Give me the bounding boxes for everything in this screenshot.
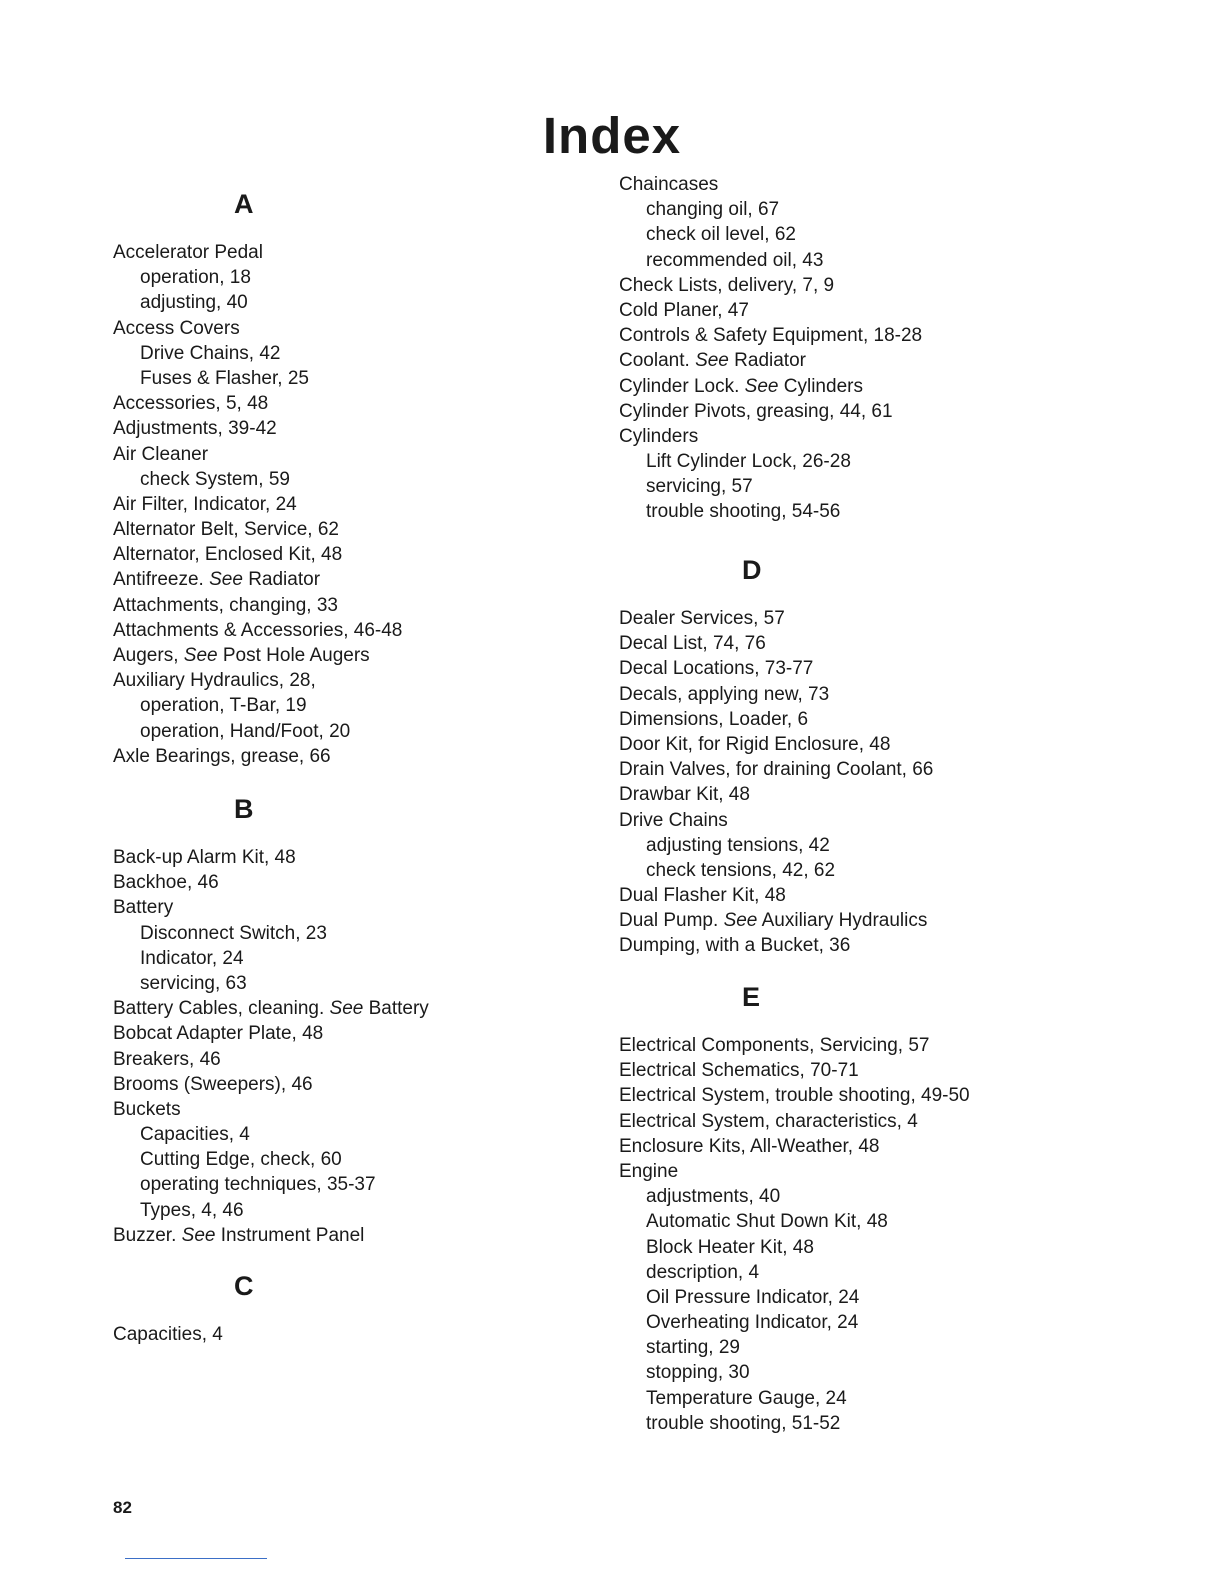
entry-text: Door Kit, for Rigid Enclosure, 48 bbox=[619, 733, 891, 755]
index-section-continued bbox=[619, 172, 1179, 525]
footer-rule bbox=[125, 1558, 267, 1559]
see-reference-target: Instrument Panel bbox=[220, 1224, 365, 1246]
index-entry-cylinders bbox=[619, 424, 1179, 449]
index-entry-decal-list-74-76 bbox=[619, 631, 1179, 656]
entry-text: operating techniques, 35-37 bbox=[140, 1174, 376, 1196]
entry-text: Overheating Indicator, 24 bbox=[646, 1312, 859, 1334]
see-reference-label: See bbox=[183, 645, 218, 666]
index-entry-decal-locations-73-77 bbox=[619, 656, 1179, 681]
entry-text: Brooms (Sweepers), 46 bbox=[113, 1073, 313, 1095]
entry-text: Block Heater Kit, 48 bbox=[646, 1236, 814, 1258]
index-section-d bbox=[619, 556, 1179, 959]
entry-text: adjustments, 40 bbox=[646, 1186, 781, 1208]
entry-text: Attachments & Accessories, 46-48 bbox=[113, 619, 403, 641]
index-subentry-block-heater-kit-48 bbox=[619, 1235, 1179, 1260]
entry-text: description, 4 bbox=[646, 1261, 760, 1283]
index-entry-controls-safety-equipment-18-28 bbox=[619, 323, 1179, 348]
index-entry-dual-pump bbox=[619, 908, 1179, 933]
index-subentry-servicing-57 bbox=[619, 474, 1179, 499]
entry-text: Temperature Gauge, 24 bbox=[646, 1387, 847, 1409]
entry-text: Cutting Edge, check, 60 bbox=[140, 1149, 342, 1171]
section-letter: D bbox=[742, 555, 762, 585]
entry-text: check System, 59 bbox=[140, 468, 290, 490]
entry-text: Cold Planer, 47 bbox=[619, 299, 749, 321]
index-entry-air-filter-indicator-24 bbox=[113, 492, 583, 517]
entry-text: Electrical System, characteristics, 4 bbox=[619, 1110, 918, 1132]
index-subentry-cutting-edge-check-60 bbox=[113, 1147, 583, 1172]
entry-text: Cylinders bbox=[619, 425, 699, 447]
entry-text: starting, 29 bbox=[646, 1337, 740, 1359]
index-subentry-disconnect-switch-23 bbox=[113, 921, 583, 946]
entry-text: Cylinder Pivots, greasing, 44, 61 bbox=[619, 400, 893, 422]
entry-text: check tensions, 42, 62 bbox=[646, 859, 836, 881]
index-entry-buzzer bbox=[113, 1223, 583, 1248]
index-subentry-description-4 bbox=[619, 1260, 1179, 1285]
index-entry-alternator-enclosed-kit-48 bbox=[113, 542, 583, 567]
index-entry-dumping-with-a-bucket-36 bbox=[619, 933, 1179, 958]
index-subentry-automatic-shut-down-kit-48 bbox=[619, 1209, 1179, 1234]
index-subentry-types-4-46 bbox=[113, 1198, 583, 1223]
index-subentry-trouble-shooting-54-56 bbox=[619, 499, 1179, 524]
index-entry-dual-flasher-kit-48 bbox=[619, 883, 1179, 908]
entry-text: Battery bbox=[113, 897, 174, 919]
see-reference-label: See bbox=[723, 910, 758, 932]
page-number: 82 bbox=[113, 1498, 132, 1517]
index-entry-capacities-4 bbox=[113, 1322, 583, 1347]
index-entry-coolant bbox=[619, 348, 1179, 373]
index-subentry-operating-techniques-35-37 bbox=[113, 1172, 583, 1197]
index-entry-check-lists-delivery-7-9 bbox=[619, 273, 1179, 298]
entry-text: Types, 4, 46 bbox=[140, 1199, 244, 1221]
entry-text: Enclosure Kits, All-Weather, 48 bbox=[619, 1135, 880, 1157]
entry-text: Accessories, 5, 48 bbox=[113, 393, 269, 415]
entry-text: operation, Hand/Foot, 20 bbox=[140, 720, 351, 742]
entry-text: Chaincases bbox=[619, 174, 719, 195]
index-entry-enclosure-kits-all-weather-48 bbox=[619, 1134, 1179, 1159]
index-entry-auxiliary-hydraulics-28 bbox=[113, 668, 583, 693]
entry-text: stopping, 30 bbox=[646, 1362, 750, 1384]
entry-text: operation, T-Bar, 19 bbox=[140, 695, 307, 717]
index-entry-battery-cables-cleaning bbox=[113, 996, 583, 1021]
index-entry-drain-valves-for-draining-coolant-66 bbox=[619, 757, 1179, 782]
entry-text: Attachments, changing, 33 bbox=[113, 594, 338, 616]
index-entry-antifreeze bbox=[113, 567, 583, 592]
entry-text: Dimensions, Loader, 6 bbox=[619, 708, 809, 730]
see-reference-target: Auxiliary Hydraulics bbox=[761, 910, 928, 932]
index-subentry-adjusting-tensions-42 bbox=[619, 833, 1179, 858]
index-subentry-servicing-63 bbox=[113, 971, 583, 996]
index-entry-axle-bearings-grease-66 bbox=[113, 744, 583, 769]
entry-text: Disconnect Switch, 23 bbox=[140, 922, 327, 944]
index-entry-battery bbox=[113, 895, 583, 920]
index-subentry-starting-29 bbox=[619, 1335, 1179, 1360]
index-entry-drawbar-kit-48 bbox=[619, 782, 1179, 807]
entry-text: Lift Cylinder Lock, 26-28 bbox=[646, 451, 851, 473]
index-subentry-check-oil-level-62 bbox=[619, 222, 1179, 247]
see-reference-label: See bbox=[181, 1224, 216, 1246]
entry-text: Controls & Safety Equipment, 18-28 bbox=[619, 325, 923, 347]
entry-text: servicing, 63 bbox=[140, 972, 247, 994]
section-letter: C bbox=[234, 1271, 254, 1301]
index-entry-cold-planer-47 bbox=[619, 298, 1179, 323]
index-entry-chaincases bbox=[619, 172, 1179, 197]
index-entry-electrical-system-trouble-shooting-49-50 bbox=[619, 1083, 1179, 1108]
index-entry-decals-applying-new-73 bbox=[619, 682, 1179, 707]
entry-text: Dual Pump. bbox=[619, 910, 719, 932]
entry-text: Decal Locations, 73-77 bbox=[619, 658, 814, 680]
see-reference-target: Battery bbox=[368, 998, 429, 1020]
see-reference-target: Radiator bbox=[734, 350, 806, 372]
entry-text: Air Filter, Indicator, 24 bbox=[113, 493, 297, 515]
entry-text: Decals, applying new, 73 bbox=[619, 683, 830, 705]
see-reference-label: See bbox=[695, 350, 729, 372]
index-entry-buckets bbox=[113, 1097, 583, 1122]
index-subentry-adjusting-40 bbox=[113, 290, 583, 315]
entry-text: trouble shooting, 51-52 bbox=[646, 1412, 841, 1434]
index-entry-breakers-46 bbox=[113, 1047, 583, 1072]
entry-text: Auxiliary Hydraulics, 28, bbox=[113, 670, 316, 692]
see-reference-target: Post Hole Augers bbox=[222, 645, 370, 666]
entry-text: Augers, bbox=[113, 645, 179, 666]
entry-text: Drain Valves, for draining Coolant, 66 bbox=[619, 759, 934, 781]
index-entry-dealer-services-57 bbox=[619, 606, 1179, 631]
entry-text: Automatic Shut Down Kit, 48 bbox=[646, 1211, 888, 1233]
index-entry-brooms-sweepers-46 bbox=[113, 1072, 583, 1097]
index-entry-back-up-alarm-kit-48 bbox=[113, 845, 583, 870]
index-subentry-check-system-59 bbox=[113, 467, 583, 492]
section-letter: E bbox=[742, 982, 761, 1012]
entry-text: adjusting, 40 bbox=[140, 292, 248, 314]
entry-text: Alternator Belt, Service, 62 bbox=[113, 519, 339, 541]
index-entry-attachments-accessories-46-48 bbox=[113, 618, 583, 643]
section-letter: A bbox=[234, 189, 254, 219]
index-entry-alternator-belt-service-62 bbox=[113, 517, 583, 542]
index-entry-electrical-schematics-70-71 bbox=[619, 1058, 1179, 1083]
index-section-c bbox=[113, 1272, 583, 1347]
index-subentry-drive-chains-42 bbox=[113, 341, 583, 366]
index-subentry-changing-oil-67 bbox=[619, 197, 1179, 222]
entry-text: recommended oil, 43 bbox=[646, 249, 824, 271]
entry-text: adjusting tensions, 42 bbox=[646, 834, 830, 856]
index-entry-bobcat-adapter-plate-48 bbox=[113, 1021, 583, 1046]
index-section-b bbox=[113, 795, 583, 1248]
index-entry-electrical-components-servicing-57 bbox=[619, 1033, 1179, 1058]
index-subentry-recommended-oil-43 bbox=[619, 248, 1179, 273]
entry-text: Oil Pressure Indicator, 24 bbox=[646, 1286, 860, 1308]
entry-text: trouble shooting, 54-56 bbox=[646, 501, 841, 523]
index-entry-cylinder-lock bbox=[619, 374, 1179, 399]
index-subentry-indicator-24 bbox=[113, 946, 583, 971]
index-entry-accelerator-pedal bbox=[113, 240, 583, 265]
index-section-e bbox=[619, 983, 1179, 1436]
entry-text: Alternator, Enclosed Kit, 48 bbox=[113, 544, 343, 566]
see-reference-label: See bbox=[329, 998, 364, 1020]
entry-text: Electrical Schematics, 70-71 bbox=[619, 1060, 859, 1082]
entry-text: changing oil, 67 bbox=[646, 199, 780, 221]
index-subentry-oil-pressure-indicator-24 bbox=[619, 1285, 1179, 1310]
index-entry-electrical-system-characteristics-4 bbox=[619, 1109, 1179, 1134]
index-subentry-adjustments-40 bbox=[619, 1184, 1179, 1209]
see-reference-label: See bbox=[744, 375, 779, 397]
entry-text: Dumping, with a Bucket, 36 bbox=[619, 935, 851, 957]
entry-text: Battery Cables, cleaning. bbox=[113, 998, 325, 1020]
index-entry-cylinder-pivots-greasing-44-61 bbox=[619, 399, 1179, 424]
entry-text: check oil level, 62 bbox=[646, 224, 796, 246]
see-reference-label: See bbox=[209, 569, 243, 591]
entry-text: Air Cleaner bbox=[113, 443, 209, 465]
page-title: Index bbox=[542, 107, 682, 164]
entry-text: Cylinder Lock. bbox=[619, 375, 740, 397]
see-reference-target: Radiator bbox=[248, 569, 321, 591]
index-entry-accessories-5-48 bbox=[113, 391, 583, 416]
entry-text: Capacities, 4 bbox=[113, 1324, 223, 1345]
entry-text: operation, 18 bbox=[140, 267, 251, 289]
index-subentry-operation-18 bbox=[113, 265, 583, 290]
index-entry-access-covers bbox=[113, 316, 583, 341]
see-reference-target: Cylinders bbox=[783, 375, 863, 397]
section-letter: B bbox=[234, 794, 254, 824]
index-subentry-operation-hand-foot-20 bbox=[113, 719, 583, 744]
entry-text: Buzzer. bbox=[113, 1224, 177, 1246]
index-subentry-operation-t-bar-19 bbox=[113, 693, 583, 718]
entry-text: Engine bbox=[619, 1160, 679, 1182]
entry-text: Electrical Components, Servicing, 57 bbox=[619, 1035, 930, 1056]
index-subentry-trouble-shooting-51-52 bbox=[619, 1411, 1179, 1436]
entry-text: Dealer Services, 57 bbox=[619, 608, 785, 629]
index-subentry-overheating-indicator-24 bbox=[619, 1310, 1179, 1335]
entry-text: Breakers, 46 bbox=[113, 1048, 221, 1070]
entry-text: Backhoe, 46 bbox=[113, 872, 219, 894]
index-entry-adjustments-39-42 bbox=[113, 416, 583, 441]
entry-text: Capacities, 4 bbox=[140, 1124, 250, 1146]
entry-text: Bobcat Adapter Plate, 48 bbox=[113, 1023, 324, 1045]
index-subentry-fuses-flasher-25 bbox=[113, 366, 583, 391]
entry-text: Drive Chains bbox=[619, 809, 728, 831]
entry-text: Dual Flasher Kit, 48 bbox=[619, 885, 786, 907]
index-subentry-check-tensions-42-62 bbox=[619, 858, 1179, 883]
index-entry-backhoe-46 bbox=[113, 870, 583, 895]
index-entry-engine bbox=[619, 1159, 1179, 1184]
index-entry-augers bbox=[113, 643, 583, 668]
entry-text: Drive Chains, 42 bbox=[140, 342, 281, 364]
entry-text: Decal List, 74, 76 bbox=[619, 633, 766, 655]
entry-text: Indicator, 24 bbox=[140, 947, 244, 969]
index-subentry-lift-cylinder-lock-26-28 bbox=[619, 449, 1179, 474]
entry-text: Coolant. bbox=[619, 350, 690, 372]
entry-text: Access Covers bbox=[113, 317, 240, 339]
index-entry-dimensions-loader-6 bbox=[619, 707, 1179, 732]
index-entry-attachments-changing-33 bbox=[113, 593, 583, 618]
entry-text: servicing, 57 bbox=[646, 476, 753, 498]
entry-text: Check Lists, delivery, 7, 9 bbox=[619, 274, 835, 296]
entry-text: Axle Bearings, grease, 66 bbox=[113, 745, 331, 767]
index-subentry-stopping-30 bbox=[619, 1360, 1179, 1385]
index-entry-drive-chains bbox=[619, 808, 1179, 833]
index-section-a bbox=[113, 190, 583, 769]
entry-text: Buckets bbox=[113, 1098, 181, 1120]
entry-text: Back-up Alarm Kit, 48 bbox=[113, 847, 296, 868]
entry-text: Accelerator Pedal bbox=[113, 242, 263, 263]
entry-text: Antifreeze. bbox=[113, 569, 204, 591]
entry-text: Electrical System, trouble shooting, 49-50 bbox=[619, 1085, 970, 1107]
index-entry-door-kit-for-rigid-enclosure-48 bbox=[619, 732, 1179, 757]
index-subentry-capacities-4 bbox=[113, 1122, 583, 1147]
index-subentry-temperature-gauge-24 bbox=[619, 1386, 1179, 1411]
entry-text: Drawbar Kit, 48 bbox=[619, 784, 750, 806]
entry-text: Fuses & Flasher, 25 bbox=[140, 367, 309, 389]
entry-text: Adjustments, 39-42 bbox=[113, 418, 277, 440]
index-entry-air-cleaner bbox=[113, 442, 583, 467]
